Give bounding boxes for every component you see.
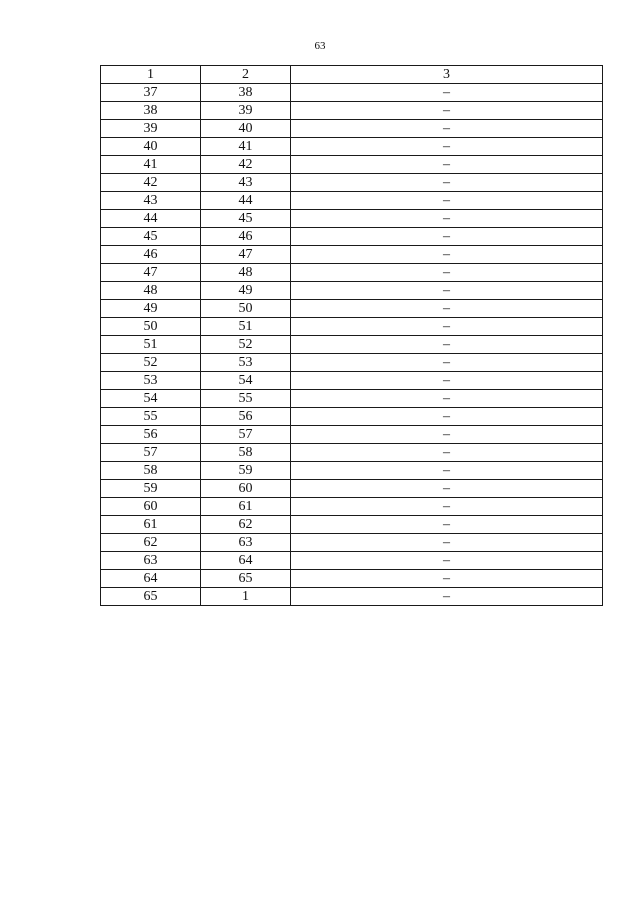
table-row bbox=[101, 498, 603, 516]
table-cell-col-1: 38 bbox=[101, 102, 201, 120]
data-table bbox=[100, 65, 603, 606]
table-cell-col-1: 57 bbox=[101, 444, 201, 462]
table-cell-col-1: 49 bbox=[101, 300, 201, 318]
table-cell-col-2: 56 bbox=[201, 408, 291, 426]
table-cell-col-2: 39 bbox=[201, 102, 291, 120]
table-row bbox=[101, 156, 603, 174]
table-cell-col-3: – bbox=[291, 120, 603, 138]
table-row bbox=[101, 426, 603, 444]
table-cell-col-2: 54 bbox=[201, 372, 291, 390]
table-cell-col-3: – bbox=[291, 300, 603, 318]
table-cell-col-2: 48 bbox=[201, 264, 291, 282]
table-cell-col-2: 52 bbox=[201, 336, 291, 354]
table-cell-col-3: – bbox=[291, 138, 603, 156]
table-row bbox=[101, 246, 603, 264]
table-row bbox=[101, 102, 603, 120]
table-cell-col-2: 47 bbox=[201, 246, 291, 264]
table-cell-col-1: 60 bbox=[101, 498, 201, 516]
table-cell-col-1: 43 bbox=[101, 192, 201, 210]
table-cell-col-2: 41 bbox=[201, 138, 291, 156]
table-cell-col-1: 64 bbox=[101, 570, 201, 588]
table-cell-col-1: 42 bbox=[101, 174, 201, 192]
table-cell-col-3: – bbox=[291, 552, 603, 570]
table-cell-col-1: 52 bbox=[101, 354, 201, 372]
column-header-2: 2 bbox=[201, 66, 291, 84]
table-cell-col-1: 50 bbox=[101, 318, 201, 336]
table-cell-col-3: – bbox=[291, 462, 603, 480]
table-row bbox=[101, 372, 603, 390]
table-row bbox=[101, 534, 603, 552]
table-cell-col-1: 39 bbox=[101, 120, 201, 138]
table-cell-col-2: 40 bbox=[201, 120, 291, 138]
table-cell-col-1: 54 bbox=[101, 390, 201, 408]
table-cell-col-1: 46 bbox=[101, 246, 201, 264]
table-cell-col-2: 53 bbox=[201, 354, 291, 372]
table-cell-col-2: 38 bbox=[201, 84, 291, 102]
column-header-1: 1 bbox=[101, 66, 201, 84]
table-cell-col-2: 50 bbox=[201, 300, 291, 318]
table-cell-col-3: – bbox=[291, 534, 603, 552]
table-cell-col-1: 47 bbox=[101, 264, 201, 282]
table-cell-col-2: 63 bbox=[201, 534, 291, 552]
table-cell-col-1: 51 bbox=[101, 336, 201, 354]
table-cell-col-2: 58 bbox=[201, 444, 291, 462]
table-row bbox=[101, 318, 603, 336]
table-row bbox=[101, 192, 603, 210]
table-cell-col-3: – bbox=[291, 390, 603, 408]
table-cell-col-2: 62 bbox=[201, 516, 291, 534]
table-cell-col-2: 61 bbox=[201, 498, 291, 516]
table-cell-col-3: – bbox=[291, 84, 603, 102]
table-cell-col-1: 59 bbox=[101, 480, 201, 498]
table-row bbox=[101, 336, 603, 354]
table-cell-col-3: – bbox=[291, 480, 603, 498]
table-row bbox=[101, 588, 603, 606]
table-cell-col-3: – bbox=[291, 246, 603, 264]
table-cell-col-3: – bbox=[291, 318, 603, 336]
column-header-3: 3 bbox=[291, 66, 603, 84]
table-cell-col-1: 48 bbox=[101, 282, 201, 300]
table-cell-col-1: 58 bbox=[101, 462, 201, 480]
table-row bbox=[101, 390, 603, 408]
table-row bbox=[101, 120, 603, 138]
table-cell-col-3: – bbox=[291, 408, 603, 426]
table-row bbox=[101, 570, 603, 588]
table-row bbox=[101, 264, 603, 282]
table-cell-col-2: 46 bbox=[201, 228, 291, 246]
table-cell-col-1: 45 bbox=[101, 228, 201, 246]
table-cell-col-2: 1 bbox=[201, 588, 291, 606]
table-cell-col-1: 44 bbox=[101, 210, 201, 228]
table-cell-col-1: 65 bbox=[101, 588, 201, 606]
table-cell-col-3: – bbox=[291, 192, 603, 210]
table-cell-col-2: 44 bbox=[201, 192, 291, 210]
table-cell-col-1: 61 bbox=[101, 516, 201, 534]
table-cell-col-2: 42 bbox=[201, 156, 291, 174]
table-row bbox=[101, 84, 603, 102]
table-cell-col-2: 49 bbox=[201, 282, 291, 300]
table-cell-col-2: 59 bbox=[201, 462, 291, 480]
table-row bbox=[101, 282, 603, 300]
table-row bbox=[101, 462, 603, 480]
table-cell-col-1: 56 bbox=[101, 426, 201, 444]
table-cell-col-1: 62 bbox=[101, 534, 201, 552]
table-row bbox=[101, 480, 603, 498]
table-cell-col-3: – bbox=[291, 336, 603, 354]
table-cell-col-2: 43 bbox=[201, 174, 291, 192]
table-cell-col-3: – bbox=[291, 570, 603, 588]
table-cell-col-1: 63 bbox=[101, 552, 201, 570]
table-cell-col-1: 53 bbox=[101, 372, 201, 390]
table-cell-col-1: 41 bbox=[101, 156, 201, 174]
table-row bbox=[101, 516, 603, 534]
table-cell-col-3: – bbox=[291, 498, 603, 516]
table-cell-col-2: 57 bbox=[201, 426, 291, 444]
table-body bbox=[101, 84, 603, 606]
table-cell-col-2: 45 bbox=[201, 210, 291, 228]
table-cell-col-2: 51 bbox=[201, 318, 291, 336]
table-cell-col-2: 65 bbox=[201, 570, 291, 588]
table-cell-col-3: – bbox=[291, 210, 603, 228]
table-cell-col-2: 60 bbox=[201, 480, 291, 498]
table-cell-col-3: – bbox=[291, 354, 603, 372]
table-cell-col-3: – bbox=[291, 372, 603, 390]
table-row bbox=[101, 174, 603, 192]
table-row bbox=[101, 228, 603, 246]
table-cell-col-1: 37 bbox=[101, 84, 201, 102]
table-cell-col-3: – bbox=[291, 426, 603, 444]
table-header-row bbox=[101, 66, 603, 84]
table-row bbox=[101, 138, 603, 156]
table-cell-col-3: – bbox=[291, 282, 603, 300]
table-row bbox=[101, 552, 603, 570]
table-row bbox=[101, 210, 603, 228]
table-row bbox=[101, 300, 603, 318]
table-header bbox=[101, 66, 603, 84]
table-row bbox=[101, 354, 603, 372]
table-cell-col-3: – bbox=[291, 516, 603, 534]
table-cell-col-3: – bbox=[291, 264, 603, 282]
table-cell-col-3: – bbox=[291, 588, 603, 606]
table-cell-col-3: – bbox=[291, 174, 603, 192]
table-cell-col-2: 64 bbox=[201, 552, 291, 570]
table-cell-col-1: 55 bbox=[101, 408, 201, 426]
table-row bbox=[101, 444, 603, 462]
table-row bbox=[101, 408, 603, 426]
table-cell-col-3: – bbox=[291, 228, 603, 246]
page-number: 63 bbox=[314, 40, 326, 52]
table-cell-col-1: 40 bbox=[101, 138, 201, 156]
table-cell-col-3: – bbox=[291, 156, 603, 174]
table-cell-col-3: – bbox=[291, 102, 603, 120]
table-cell-col-2: 55 bbox=[201, 390, 291, 408]
table-cell-col-3: – bbox=[291, 444, 603, 462]
